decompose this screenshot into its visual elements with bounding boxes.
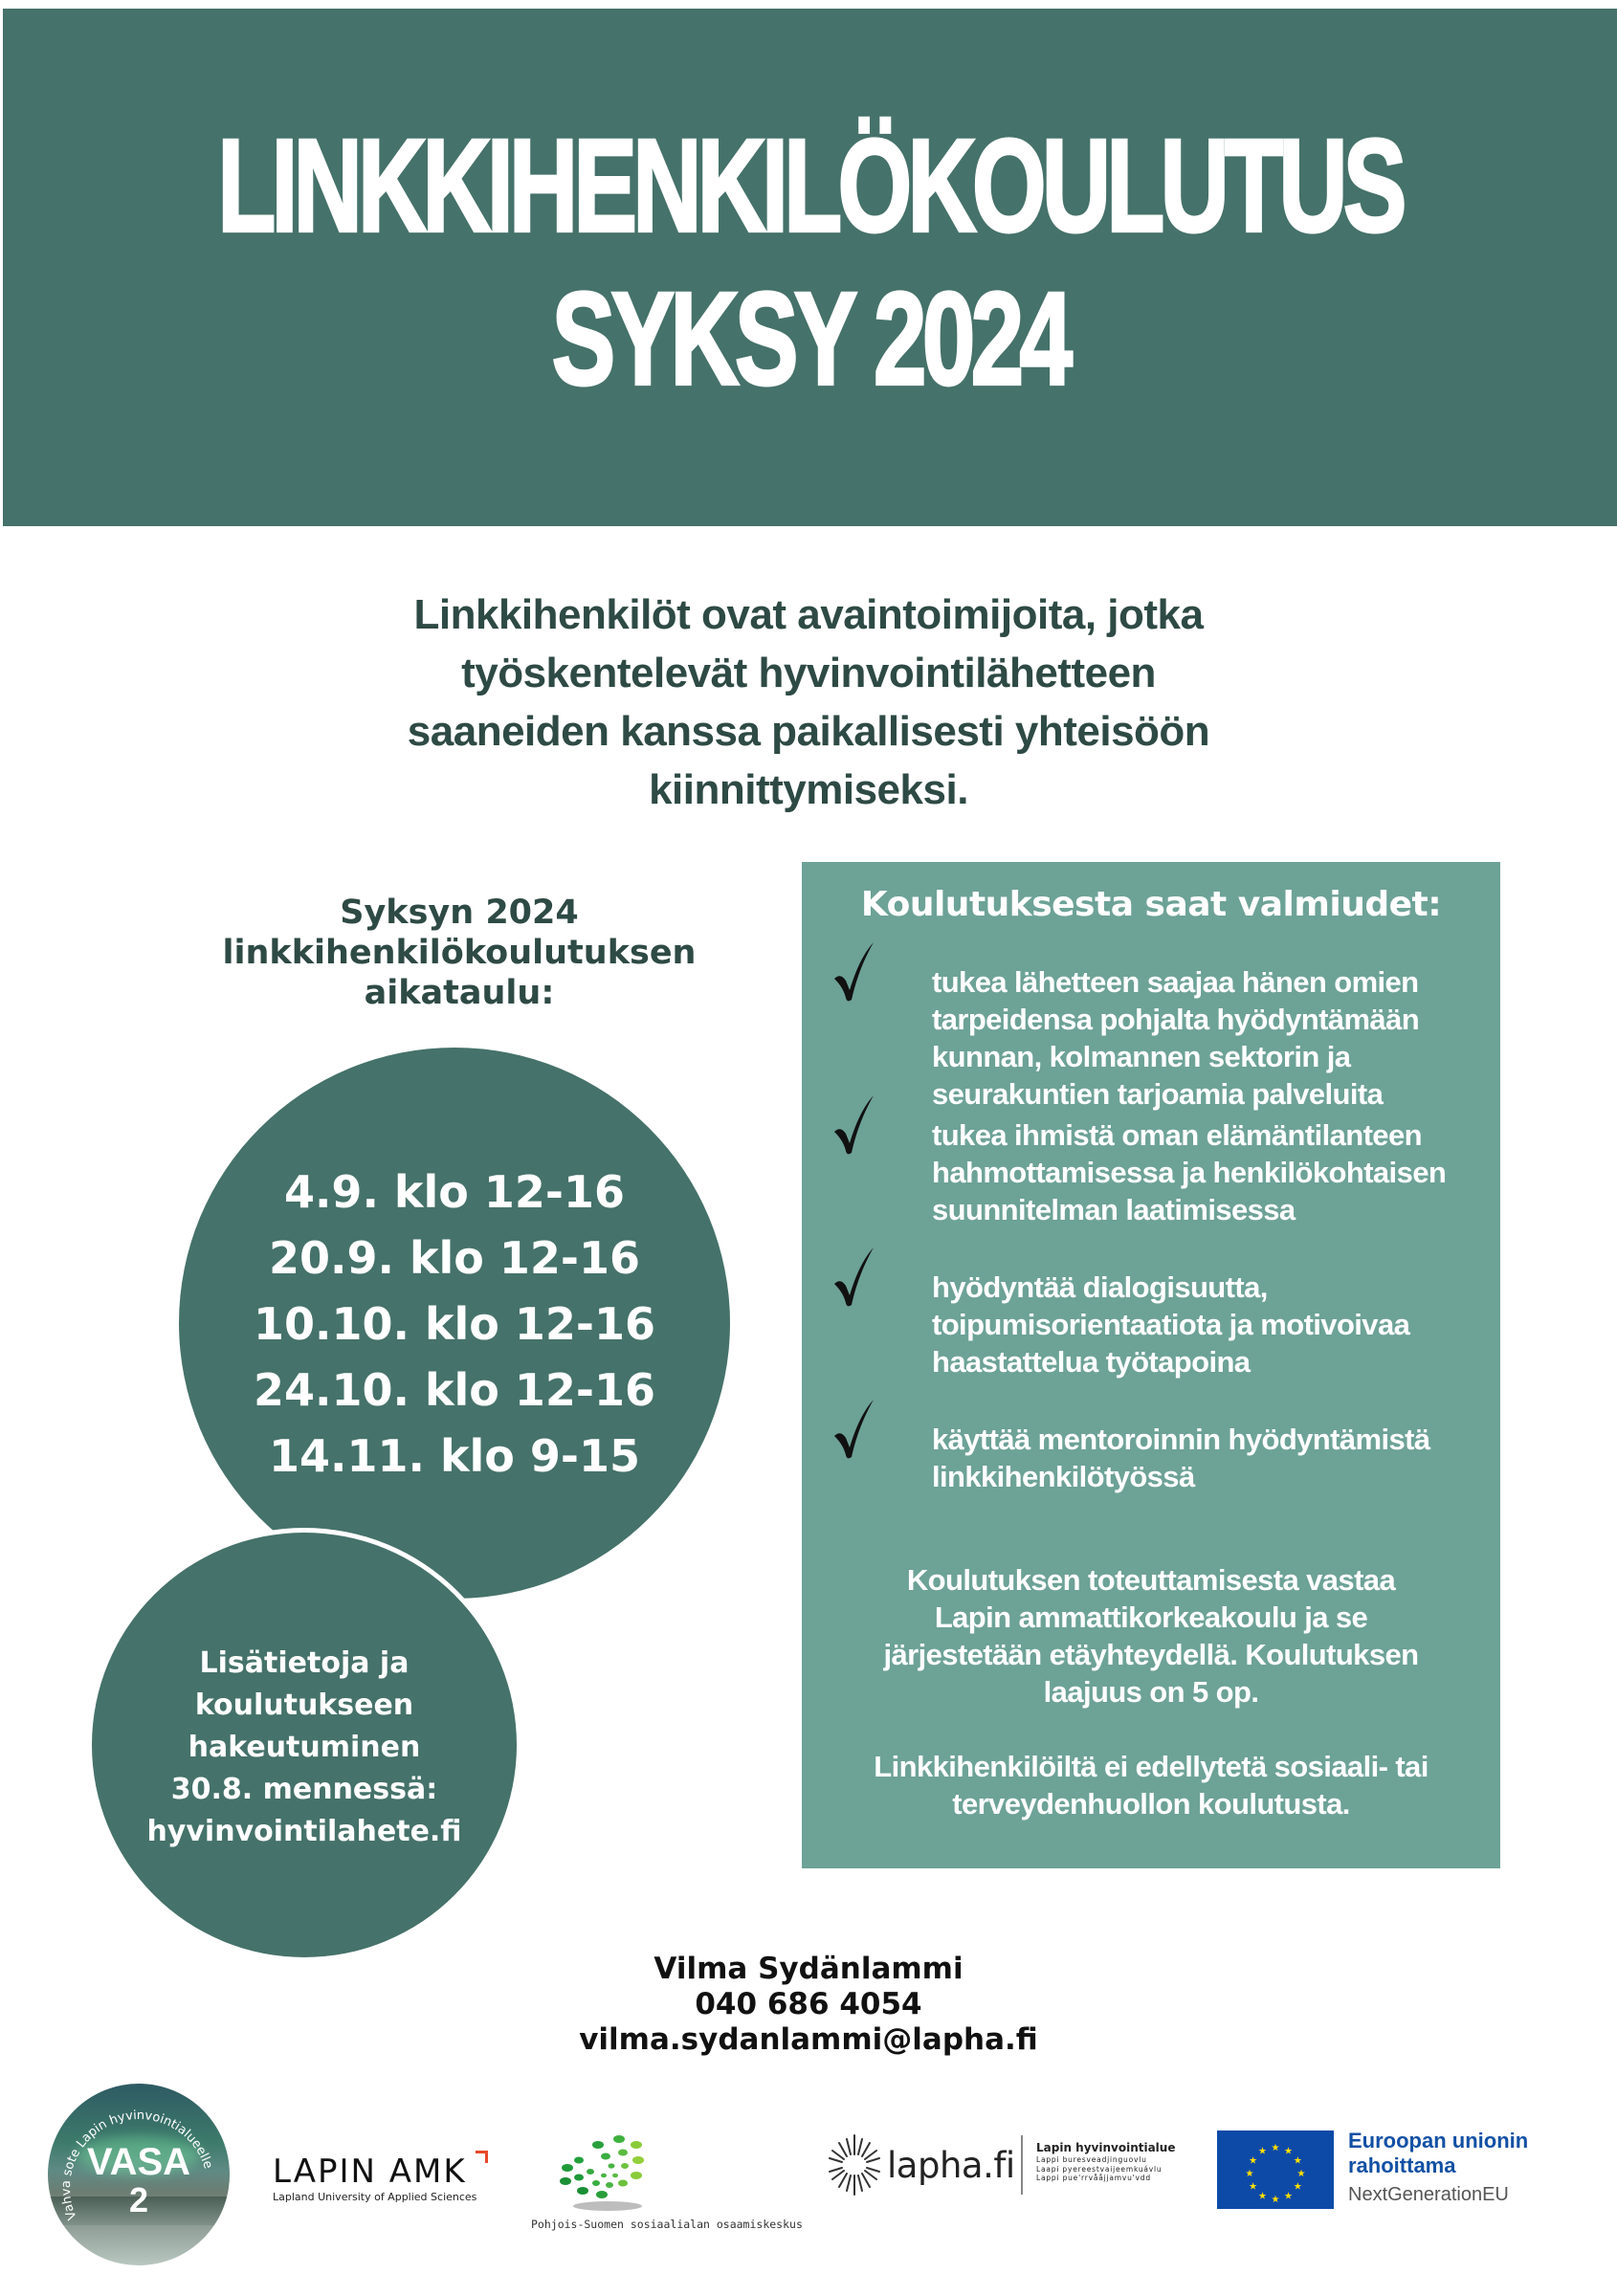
note-line: Linkkihenkilöiltä ei edellytetä sosiaali- tai	[874, 1750, 1429, 1783]
apply-line: Lisätietoja ja	[199, 1646, 410, 1680]
benefit-text	[932, 963, 1468, 1113]
svg-text:★: ★	[1271, 2143, 1280, 2153]
schedule-heading	[172, 893, 746, 1013]
schedule-heading-line: linkkihenkilökoulutuksen	[222, 934, 697, 972]
eu-line-2: rahoittama	[1348, 2153, 1456, 2177]
contact-email[interactable]: vilma.sydanlammi@lapha.fi	[579, 2022, 1038, 2057]
corner-accent-icon	[476, 2151, 488, 2163]
poster-title: LINKKIHENKILÖKOULUTUS	[217, 112, 1403, 260]
lapha-org-title: Lapin hyvinvointialue	[1036, 2141, 1176, 2154]
check-icon	[832, 1095, 875, 1155]
benefit-line: suunnitelman laatimisessa	[932, 1193, 1296, 1226]
benefit-line: tarpeidensa pohjalta hyödyntämään	[932, 1003, 1420, 1036]
contact-phone[interactable]: 040 686 4054	[695, 1987, 922, 2021]
lapin-amk-subtitle: Lapland University of Applied Sciences	[273, 2191, 477, 2203]
schedule-date: 14.11. klo 9-15	[268, 1430, 641, 1482]
intro-line: työskentelevät hyvinvointilähetteen	[461, 650, 1156, 696]
benefit-text	[932, 1269, 1468, 1380]
note-line: Koulutuksen toteuttamisesta vastaa	[906, 1563, 1396, 1597]
benefits-panel	[802, 862, 1500, 1868]
apply-line: hakeutuminen	[188, 1731, 421, 1764]
title-banner	[3, 9, 1617, 526]
benefit-line: toipumisorientaatiota ja motivoivaa	[932, 1308, 1410, 1341]
schedule-date: 20.9. klo 12-16	[268, 1232, 641, 1284]
benefit-text	[932, 1116, 1468, 1228]
contact-info	[517, 1952, 1100, 2058]
note-line: laajuus on 5 op.	[1043, 1675, 1259, 1709]
check-icon	[832, 1247, 875, 1307]
apply-info-circle	[92, 1533, 517, 1957]
provider-note	[840, 1561, 1462, 1711]
lapha-logo	[828, 2133, 1182, 2210]
note-line: terveydenhuollon koulutusta.	[952, 1787, 1350, 1821]
apply-line: koulutukseen	[194, 1689, 414, 1722]
benefits-title: Koulutuksesta saat valmiudet:	[860, 885, 1442, 924]
svg-text:★: ★	[1296, 2169, 1306, 2179]
contact-name: Vilma Sydänlammi	[653, 1952, 964, 1986]
schedule-date: 4.9. klo 12-16	[283, 1166, 626, 1218]
svg-text:★: ★	[1284, 2191, 1293, 2202]
vasa-logo	[48, 2084, 230, 2265]
svg-text:★: ★	[1271, 2195, 1280, 2205]
check-icon	[832, 1400, 875, 1459]
benefit-text	[932, 1421, 1468, 1495]
schedule-circle	[179, 1048, 730, 1599]
svg-text:★: ★	[1245, 2169, 1254, 2179]
svg-text:★: ★	[1249, 2181, 1258, 2193]
lapha-org-line: Lappi buresveadjinguovlu	[1036, 2155, 1147, 2164]
schedule-heading-line: Syksyn 2024	[340, 894, 579, 932]
partner-logos	[0, 2076, 1617, 2296]
dots-swirl-icon	[550, 2118, 665, 2214]
svg-text:★: ★	[1249, 2155, 1258, 2167]
benefit-line: hahmottamisessa ja henkilökohtaisen	[932, 1156, 1447, 1189]
intro-line: kiinnittymiseksi.	[649, 766, 968, 813]
logo-divider	[1021, 2135, 1023, 2195]
lapha-wordmark: lapha.fi	[887, 2145, 1015, 2186]
benefit-line: hyödyntää dialogisuutta,	[932, 1270, 1268, 1304]
requirements-note	[840, 1748, 1462, 1822]
apply-website-link[interactable]: hyvinvointilahete.fi	[146, 1815, 462, 1848]
lapha-org-line: Laapi pyereestvaijeemkuávlu	[1036, 2164, 1163, 2174]
svg-text:★: ★	[1284, 2146, 1293, 2157]
schedule-date: 24.10. klo 12-16	[253, 1364, 656, 1416]
intro-text	[316, 585, 1301, 819]
lapha-org-line: Lappi pue'rrvååjjamvu'vdd	[1036, 2174, 1151, 2182]
psso-caption: Pohjois-Suomen sosiaalialan osaamiskeskus	[531, 2218, 803, 2231]
eu-line-3: NextGenerationEU	[1348, 2184, 1509, 2205]
lapha-org-text	[1036, 2141, 1175, 2183]
check-icon	[832, 942, 875, 1002]
note-line: järjestetään etäyhteydellä. Koulutuksen	[883, 1638, 1419, 1671]
note-line: Lapin ammattikorkeakoulu ja se	[934, 1601, 1368, 1634]
benefit-line: seurakuntien tarjoamia palveluita	[932, 1077, 1384, 1111]
lapin-amk-name: LAPIN AMK	[273, 2152, 467, 2191]
sunburst-icon	[828, 2133, 881, 2197]
schedule-heading-line: aikataulu:	[364, 974, 555, 1012]
apply-info	[92, 1643, 517, 1853]
benefit-line: linkkihenkilötyössä	[932, 1460, 1195, 1493]
schedule-date: 10.10. klo 12-16	[253, 1298, 656, 1350]
intro-line: Linkkihenkilöt ovat avaintoimijoita, jotka	[413, 591, 1204, 638]
eu-flag-icon	[1217, 2130, 1334, 2209]
lapin-amk-logo	[273, 2154, 493, 2203]
vasa-title: VASA	[86, 2141, 191, 2183]
poster-subtitle: SYKSY 2024	[551, 265, 1069, 413]
svg-text:★: ★	[1293, 2155, 1302, 2167]
schedule-dates	[179, 1159, 730, 1490]
eu-line-1: Euroopan unionin	[1348, 2129, 1529, 2152]
svg-text:★: ★	[1258, 2191, 1267, 2202]
benefit-line: tukea ihmistä oman elämäntilanteen	[932, 1118, 1422, 1152]
vasa-slogan: Vahva sote Lapin hyvinvointialueelle	[58, 2108, 215, 2222]
benefit-line: käyttää mentoroinnin hyödyntämistä	[932, 1423, 1430, 1456]
benefit-line: kunnan, kolmannen sektorin ja	[932, 1040, 1351, 1073]
vasa-number: 2	[128, 2180, 149, 2219]
eu-funding-logo	[1217, 2130, 1581, 2217]
svg-text:★: ★	[1258, 2146, 1267, 2157]
benefit-line: tukea lähetteen saajaa hänen omien	[932, 965, 1419, 999]
apply-deadline: 30.8. mennessä:	[170, 1773, 438, 1806]
benefit-line: haastattelua työtapoina	[932, 1345, 1251, 1379]
svg-text:★: ★	[1293, 2181, 1302, 2193]
intro-line: saaneiden kanssa paikallisesti yhteisöön	[407, 708, 1210, 755]
